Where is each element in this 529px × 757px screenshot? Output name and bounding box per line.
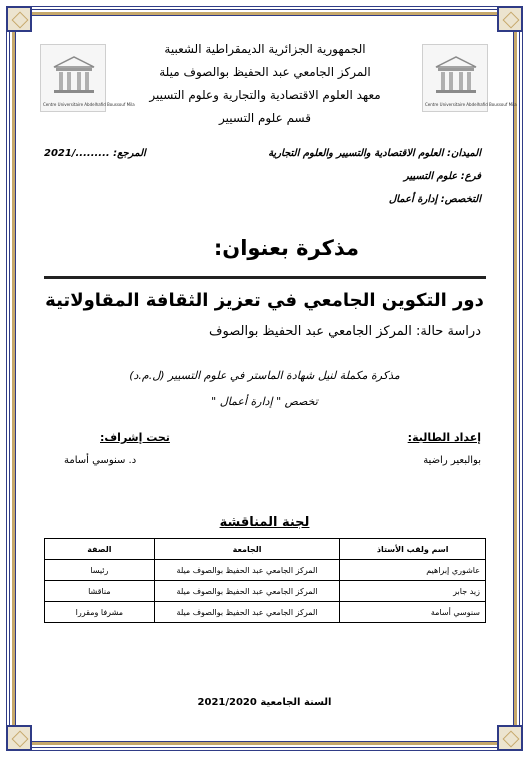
table-row [45,581,486,602]
member-university: المركز الجامعي عبد الحفيظ بوالصوف ميلة [154,560,340,581]
member-name: زيد جابر [340,581,486,602]
member-role: مشرفا ومقررا [45,602,155,623]
frame-corner-ornament [497,6,523,32]
member-role: مناقشا [45,581,155,602]
logo-caption: Centre Universitaire Abdelhafid Boussouf Mila [425,102,517,107]
memo-title: مذكرة بعنوان: [213,236,359,260]
header-department: قسم علوم التسيير [219,111,311,125]
committee-table [44,538,486,623]
student-name: بوالبعير راضية [423,455,481,466]
case-study: دراسة حالة: المركز الجامعي عبد الحفيظ بوالصوف [209,324,481,339]
frame-corner-ornament [6,725,32,751]
header-republic: الجمهورية الجزائرية الديمقراطية الشعبية [164,42,366,56]
member-name: عاشوري إبراهيم [340,560,486,581]
header-university: المركز الجامعي عبد الحفيظ بوالصوف ميلة [159,65,371,79]
table-row [45,602,486,623]
academic-year: السنة الجامعية 2021/2020 [197,697,332,708]
member-university: المركز الجامعي عبد الحفيظ بوالصوف ميلة [154,602,340,623]
header-university: الجامعة [154,539,340,560]
table-header-row [45,539,486,560]
degree-specialty: تخصص " إدارة أعمال " [211,395,318,408]
header-institute: معهد العلوم الاقتصادية والتجارية وعلوم التسيير [149,88,381,102]
thesis-title: دور التكوين الجامعي في تعزيز الثقافة المقاولاتية [45,290,484,311]
member-name: سنوسي أسامة [340,602,486,623]
student-label: إعداد الطالبة: [407,431,481,444]
header-name: اسم ولقب الأستاذ [340,539,486,560]
table-row [45,560,486,581]
member-role: رئيسا [45,560,155,581]
field-specialty: التخصص: إدارة أعمال [388,194,481,205]
supervisor-label: تحت إشراف: [100,431,170,444]
supervisor-name: د. سنوسي أسامة [64,455,137,466]
building-icon [50,55,98,95]
field-branch: فرع: علوم التسيير [403,171,481,182]
frame-corner-ornament [6,6,32,32]
header-role: الصفة [45,539,155,560]
field-reference: المرجع: ........./2021 [44,148,146,159]
university-logo-right [422,44,517,112]
university-logo-left [40,44,135,112]
degree-purpose: مذكرة مكملة لنيل شهادة الماستر في علوم التسيير (ل.م.د) [129,369,400,382]
committee-title: لجنة المناقشة [219,515,310,530]
logo-caption: Centre Universitaire Abdelhafid Boussouf Mila [43,102,135,107]
title-separator [44,276,486,279]
building-icon [432,55,480,95]
member-university: المركز الجامعي عبد الحفيظ بوالصوف ميلة [154,581,340,602]
field-domain: الميدان: العلوم الاقتصادية والتسيير والعلوم التجارية [268,148,481,159]
frame-corner-ornament [497,725,523,751]
